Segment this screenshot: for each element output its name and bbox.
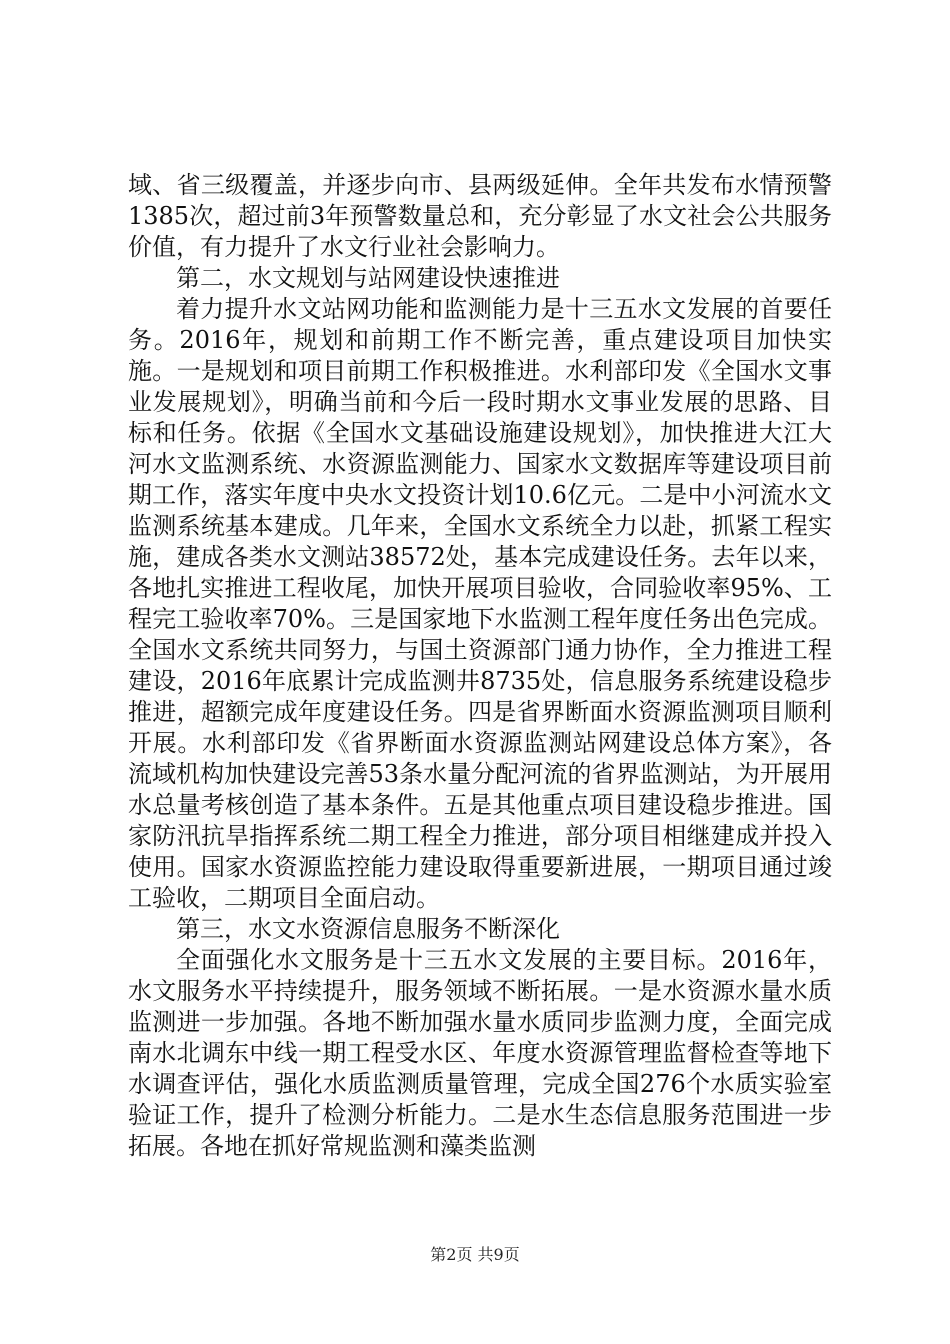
page-number-footer: 第2页 共9页 [430, 1245, 520, 1264]
section-heading-second: 第二，水文规划与站网建设快速推进 [176, 264, 560, 292]
paragraph-continuation: 域、省三级覆盖，并逐步向市、县两级延伸。全年共发布水情预警1385次，超过前3年预警数量总和，充分彰显了水文社会公共服务价值，有力提升了水文行业社会影响力。 [128, 171, 832, 261]
paragraph-planning-network: 着力提升水文站网功能和监测能力是十三五水文发展的首要任务。2016年，规划和前期工作不断完善，重点建设项目加快实施。一是规划和项目前期工作积极推进。水利部印发《全国水文事业发展规划》，明确当前和今后一段时期水文事业发展的思路、目标和任务。依据《全国水文基础设施建设规划》，加快推进大江大河水文监测系统、水资源监测能力、国家水文数据库等建设项目前期工作，落实年度中央水文投资计划10.6亿元。二是中小河流水文监测系统基本建成。几年来，全国水文系统全力以赴，抓紧工程实施，建成各类水文测站38572处，基本完成建设任务。去年以来，各地扎实推进工程收尾，加快开展项目验收，合同验收率95%、工程完工验收率70%。三是国家地下水监测工程年度任务出色完成。全国水文系统共同努力，与国土资源部门通力协作，全力推进工程建设，2016年底累计完成监测井8735处，信息服务系统建设稳步推进，超额完成年度建设任务。四是省界断面水资源监测项目顺利开展。水利部印发《省界断面水资源监测站网建设总体方案》，各流域机构加快建设完善53条水量分配河流的省界监测站，为开展用水总量考核创造了基本条件。五是其他重点项目建设稳步推进。国家防汛抗旱指挥系统二期工程全力推进，部分项目相继建成并投入使用。国家水资源监控能力建设取得重要新进展，一期项目通过竣工验收，二期项目全面启动。 [128, 295, 832, 912]
section-heading-third: 第三，水文水资源信息服务不断深化 [176, 915, 560, 943]
document-body [128, 170, 832, 1162]
paragraph-information-service: 全面强化水文服务是十三五水文发展的主要目标。2016年，水文服务水平持续提升，服务领域不断拓展。一是水资源水量水质监测进一步加强。各地不断加强水量水质同步监测力度，全面完成南水北调东中线一期工程受水区、年度水资源管理监督检查等地下水调查评估，强化水质监测质量管理，完成全国276个水质实验室验证工作，提升了检测分析能力。二是水生态信息服务范围进一步拓展。各地在抓好常规监测和藻类监测 [128, 946, 832, 1160]
